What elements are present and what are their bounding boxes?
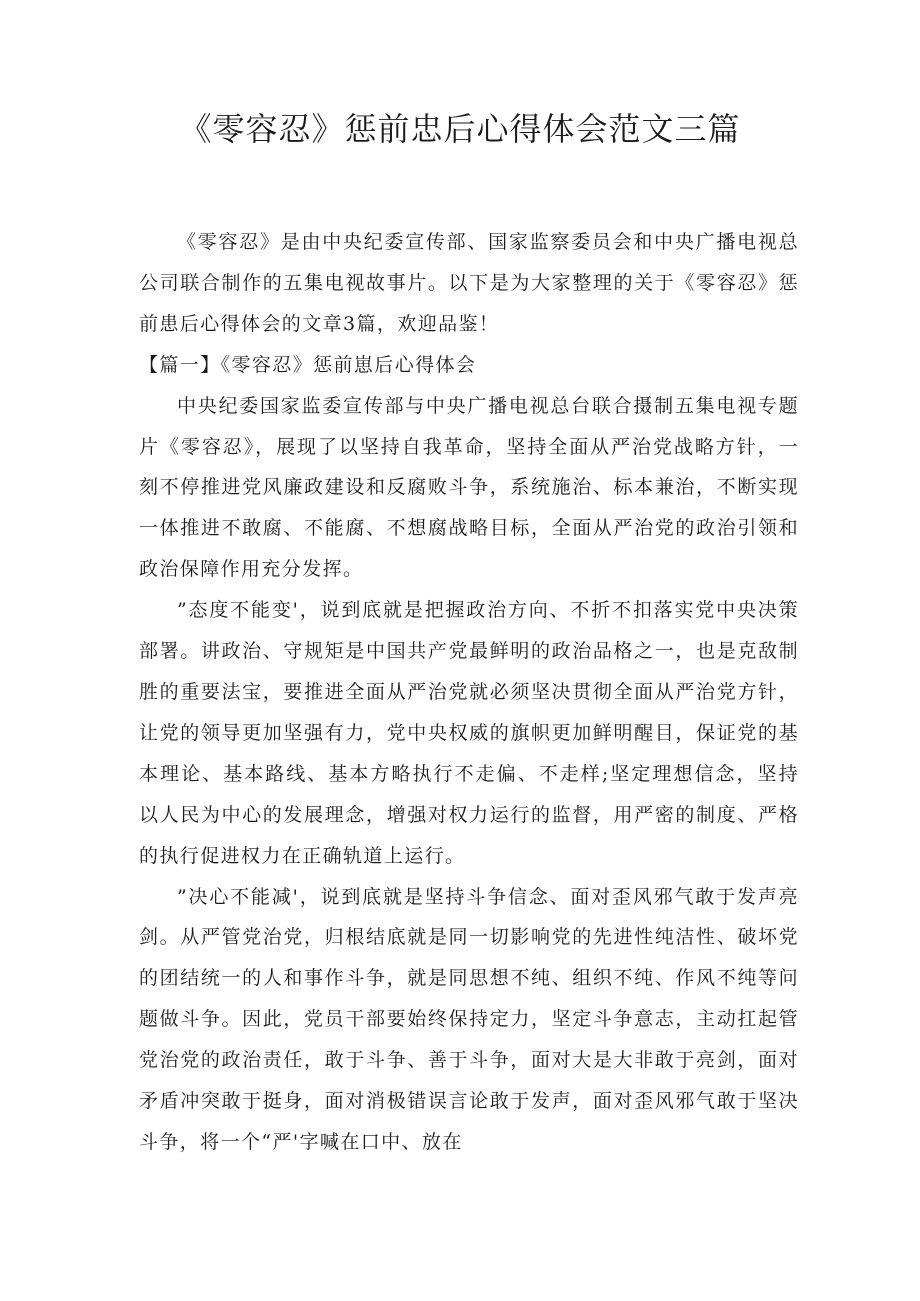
document-title: 《零容忍》惩前忠后心得体会范文三篇 xyxy=(179,110,741,148)
body-paragraph-3: ”决心不能减'，说到底就是坚持斗争信念、面对歪风邪气敢于发声亮剑。从严管党治党，归根结底就是同一切影响党的先进性纯洁性、破坏党的团结统一的人和事作斗争，就是同思想不纯、组织不纯、作风不纯等问题做斗争。因此，党员干部要始终保持定力，坚定斗争意志，主动扛起管党治党的政治责任，敢于斗争、善于斗争，面对大是大非敢于亮剑，面对矛盾冲突敢于挺身，面对消极错误言论敢于发声，面对歪风邪气敢于坚决斗争，将一个“严'字喊在口中、放在 xyxy=(139,885,799,1153)
section-heading: 【篇一】《零容忍》惩前崽后心得体会 xyxy=(139,353,477,376)
body-paragraph-2: ”态度不能变'，说到底就是把握政治方向、不折不扣落实党中央决策部署。讲政治、守规矩是中国共产党最鲜明的政治品格之一，也是克敌制胜的重要法宝，要推进全面从严治党就必须坚决贯彻全面从严治党方针，让党的领导更加坚强有力，党中央权威的旗帜更加鲜明醒目，保证党的基本理论、基本路线、基本方略执行不走偏、不走样;坚定理想信念，坚持以人民为中心的发展理念，增强对权力运行的监督，用严密的制度、严格的执行促进权力在正确轨道上运行。 xyxy=(139,599,799,867)
intro-paragraph: 《零容忍》是由中央纪委宣传部、国家监察委员会和中央广播电视总公司联合制作的五集电视故事片。以下是为大家整理的关于《零容忍》惩前患后心得体会的文章3篇，欢迎品鉴！ xyxy=(139,231,799,335)
document-body xyxy=(139,222,799,1163)
body-paragraph-1: 中央纪委国家监委宣传部与中央广播电视总台联合摄制五集电视专题片《零容忍》，展现了以坚持自我革命，坚持全面从严治党战略方针，一刻不停推进党风廉政建设和反腐败斗争，系统施治、标本兼治，不断实现一体推进不敢腐、不能腐、不想腐战略目标，全面从严治党的政治引领和政治保障作用充分发挥。 xyxy=(139,394,799,581)
